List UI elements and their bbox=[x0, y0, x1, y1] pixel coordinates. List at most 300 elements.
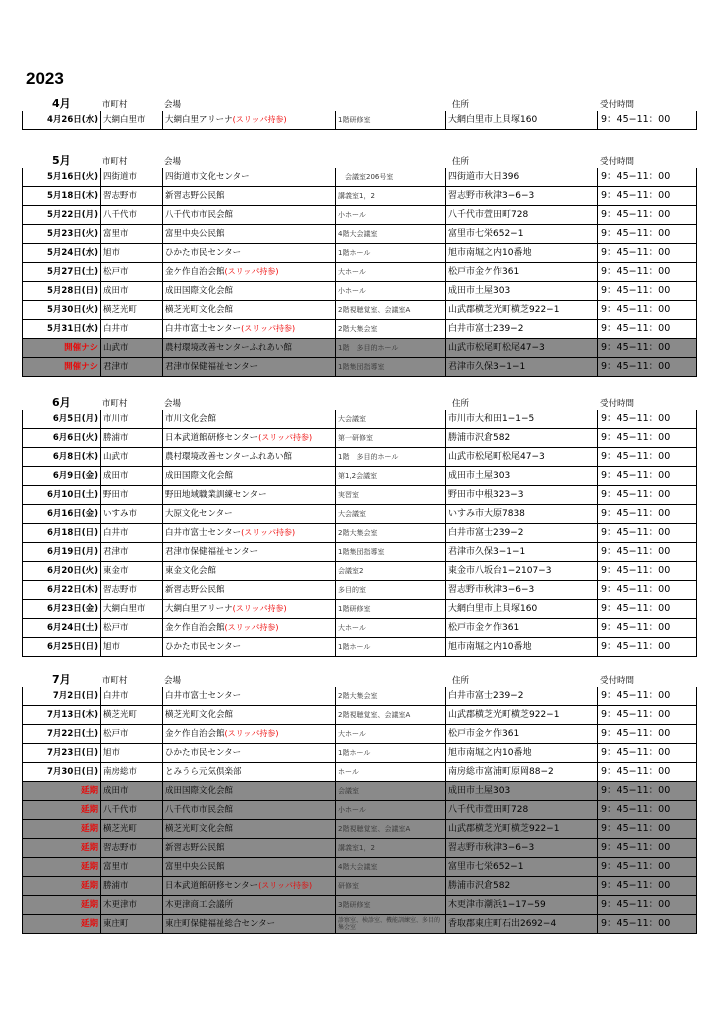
date-cell: 5月30日(火) bbox=[23, 301, 101, 320]
city-cell: 東庄町 bbox=[101, 915, 163, 934]
date-cell: 5月24日(水) bbox=[23, 244, 101, 263]
month-section bbox=[22, 151, 696, 377]
venue-cell bbox=[163, 187, 336, 206]
room-cell bbox=[336, 896, 446, 915]
table-row bbox=[23, 839, 697, 858]
table-row bbox=[23, 915, 697, 934]
venue-name: 大網白里アリーナ bbox=[165, 115, 233, 125]
time-cell: 9：45−11：00 bbox=[598, 505, 697, 524]
venue-cell bbox=[163, 782, 336, 801]
city-cell: 横芝光町 bbox=[101, 706, 163, 725]
time-cell: 9：45−11：00 bbox=[598, 782, 697, 801]
venue-cell bbox=[163, 263, 336, 282]
header-city: 市町村 bbox=[102, 100, 128, 110]
table-row bbox=[23, 725, 697, 744]
city-cell: 松戸市 bbox=[101, 263, 163, 282]
time-cell: 9：45−11：00 bbox=[598, 638, 697, 657]
table-row bbox=[23, 486, 697, 505]
city-cell: 大網白里市 bbox=[101, 600, 163, 619]
date-cell: 6月18日(日) bbox=[23, 524, 101, 543]
date-cell: 7月2日(日) bbox=[23, 687, 101, 706]
room-cell bbox=[336, 111, 446, 130]
table-row bbox=[23, 244, 697, 263]
venue-cell bbox=[163, 206, 336, 225]
address-cell: 山武郡横芝光町横芝922−1 bbox=[446, 706, 598, 725]
room-name: 講義室1，2 bbox=[338, 192, 375, 200]
room-cell bbox=[336, 839, 446, 858]
room-cell bbox=[336, 187, 446, 206]
room-cell bbox=[336, 619, 446, 638]
time-cell: 9：45−11：00 bbox=[598, 282, 697, 301]
room-name: 1階 多目的ホール bbox=[338, 344, 399, 352]
venue-name: ひかた市民センター bbox=[165, 642, 242, 652]
table-row bbox=[23, 801, 697, 820]
date-cell: 4月26日(水) bbox=[23, 111, 101, 130]
time-cell: 9：45−11：00 bbox=[598, 744, 697, 763]
address-cell: 富里市七栄652−1 bbox=[446, 858, 598, 877]
venue-cell bbox=[163, 619, 336, 638]
venue-name: 白井市富士センター bbox=[165, 528, 242, 538]
address-cell: 八千代市萱田町728 bbox=[446, 801, 598, 820]
venue-name: 野田地域職業訓練センター bbox=[165, 490, 267, 500]
month-label: 4月 bbox=[52, 97, 71, 110]
room-cell bbox=[336, 858, 446, 877]
time-cell: 9：45−11：00 bbox=[598, 877, 697, 896]
city-cell: 習志野市 bbox=[101, 839, 163, 858]
room-name: 1階研修室 bbox=[338, 605, 371, 613]
address-cell: 大網白里市上貝塚160 bbox=[446, 111, 598, 130]
address-cell: 木更津市潮浜1−17−59 bbox=[446, 896, 598, 915]
date-cell: 6月8日(木) bbox=[23, 448, 101, 467]
address-cell: 山武郡横芝光町横芝922−1 bbox=[446, 820, 598, 839]
room-cell bbox=[336, 820, 446, 839]
venue-name: 金ケ作自治会館 bbox=[165, 267, 225, 277]
venue-cell bbox=[163, 581, 336, 600]
date-cell: 5月28日(日) bbox=[23, 282, 101, 301]
time-cell: 9：45−11：00 bbox=[598, 486, 697, 505]
address-cell: 市川市大和田1−1−5 bbox=[446, 410, 598, 429]
month-section bbox=[22, 393, 696, 657]
venue-name: 白井市富士センター bbox=[165, 691, 242, 701]
room-name: 3階研修室 bbox=[338, 901, 371, 909]
header-address: 住所 bbox=[452, 676, 470, 686]
city-cell: 山武市 bbox=[101, 448, 163, 467]
venue-name: 八千代市市民会館 bbox=[165, 210, 234, 220]
table-row bbox=[23, 301, 697, 320]
room-name: 大会議室 bbox=[338, 510, 366, 518]
table-row bbox=[23, 168, 697, 187]
venue-name: 東金文化会館 bbox=[165, 566, 217, 576]
time-cell: 9：45−11：00 bbox=[598, 858, 697, 877]
date-cell: 延期 bbox=[23, 839, 101, 858]
address-cell: 白井市富士239−2 bbox=[446, 320, 598, 339]
venue-name: 新習志野公民館 bbox=[165, 843, 225, 853]
time-cell: 9：45−11：00 bbox=[598, 706, 697, 725]
time-cell: 9：45−11：00 bbox=[598, 687, 697, 706]
city-cell: 横芝光町 bbox=[101, 301, 163, 320]
schedule-table bbox=[22, 687, 697, 934]
header-time: 受付時間 bbox=[600, 157, 635, 167]
address-cell: 松戸市金ケ作361 bbox=[446, 263, 598, 282]
room-cell bbox=[336, 877, 446, 896]
room-cell bbox=[336, 562, 446, 581]
city-cell: 白井市 bbox=[101, 320, 163, 339]
time-cell: 9：45−11：00 bbox=[598, 225, 697, 244]
city-cell: 大網白里市 bbox=[101, 111, 163, 130]
city-cell: 南房総市 bbox=[101, 763, 163, 782]
venue-name: 富里中央公民館 bbox=[165, 229, 225, 239]
room-name: 第1,2会議室 bbox=[338, 472, 378, 480]
room-cell bbox=[336, 358, 446, 377]
schedule-table bbox=[22, 410, 697, 657]
date-cell: 6月24日(土) bbox=[23, 619, 101, 638]
address-cell: 習志野市秋津3−6−3 bbox=[446, 839, 598, 858]
venue-name: 日本武道館研修センター bbox=[165, 881, 259, 891]
date-cell: 延期 bbox=[23, 782, 101, 801]
venue-name: 白井市富士センター bbox=[165, 324, 242, 334]
venue-cell bbox=[163, 706, 336, 725]
room-cell bbox=[336, 410, 446, 429]
date-cell: 7月22日(土) bbox=[23, 725, 101, 744]
address-cell: 松戸市金ケ作361 bbox=[446, 725, 598, 744]
date-cell: 6月25日(日) bbox=[23, 638, 101, 657]
header-venue: 会場 bbox=[164, 100, 182, 110]
room-name: 実習室 bbox=[338, 491, 359, 499]
header-time: 受付時間 bbox=[600, 676, 635, 686]
room-cell bbox=[336, 600, 446, 619]
venue-cell bbox=[163, 763, 336, 782]
room-cell bbox=[336, 543, 446, 562]
section-header bbox=[22, 151, 696, 168]
venue-cell bbox=[163, 858, 336, 877]
venue-name: 新習志野公民館 bbox=[165, 585, 225, 595]
table-row bbox=[23, 429, 697, 448]
address-cell: 白井市富士239−2 bbox=[446, 524, 598, 543]
date-cell: 5月16日(火) bbox=[23, 168, 101, 187]
address-cell: 松戸市金ケ作361 bbox=[446, 619, 598, 638]
room-name: 小ホール bbox=[338, 211, 366, 219]
city-cell: 旭市 bbox=[101, 638, 163, 657]
city-cell: 東金市 bbox=[101, 562, 163, 581]
venue-name: 横芝光町文化会館 bbox=[165, 305, 234, 315]
room-cell bbox=[336, 687, 446, 706]
city-cell: 松戸市 bbox=[101, 725, 163, 744]
address-cell: 習志野市秋津3−6−3 bbox=[446, 581, 598, 600]
table-row bbox=[23, 111, 697, 130]
venue-name: ひかた市民センター bbox=[165, 748, 242, 758]
room-name: 小ホール bbox=[338, 287, 366, 295]
time-cell: 9：45−11：00 bbox=[598, 339, 697, 358]
venue-cell bbox=[163, 410, 336, 429]
city-cell: 山武市 bbox=[101, 339, 163, 358]
table-row bbox=[23, 820, 697, 839]
room-cell bbox=[336, 244, 446, 263]
time-cell: 9：45−11：00 bbox=[598, 524, 697, 543]
room-name: 講義室1，2 bbox=[338, 844, 375, 852]
venue-cell bbox=[163, 282, 336, 301]
room-name: 2階大集会室 bbox=[338, 529, 378, 537]
address-cell: いすみ市大原7838 bbox=[446, 505, 598, 524]
time-cell: 9：45−11：00 bbox=[598, 820, 697, 839]
table-row bbox=[23, 320, 697, 339]
date-cell: 5月22日(月) bbox=[23, 206, 101, 225]
venue-cell bbox=[163, 339, 336, 358]
room-cell bbox=[336, 524, 446, 543]
date-cell: 開催ナシ bbox=[23, 358, 101, 377]
room-name: 大会議室 bbox=[338, 415, 366, 423]
date-cell: 延期 bbox=[23, 820, 101, 839]
venue-cell bbox=[163, 301, 336, 320]
venue-name: 大原文化センター bbox=[165, 509, 233, 519]
time-cell: 9：45−11：00 bbox=[598, 600, 697, 619]
city-cell: 勝浦市 bbox=[101, 429, 163, 448]
city-cell: 勝浦市 bbox=[101, 877, 163, 896]
city-cell: 市川市 bbox=[101, 410, 163, 429]
slipper-note: (スリッパ持参) bbox=[241, 528, 296, 537]
venue-cell bbox=[163, 168, 336, 187]
time-cell: 9：45−11：00 bbox=[598, 263, 697, 282]
header-address: 住所 bbox=[452, 399, 470, 409]
room-cell bbox=[336, 339, 446, 358]
room-name: 2階大集会室 bbox=[338, 692, 378, 700]
header-time: 受付時間 bbox=[600, 399, 635, 409]
month-section bbox=[22, 670, 696, 934]
address-cell: 旭市南堀之内10番地 bbox=[446, 744, 598, 763]
venue-name: 金ケ作自治会館 bbox=[165, 729, 225, 739]
date-cell: 延期 bbox=[23, 858, 101, 877]
venue-cell bbox=[163, 111, 336, 130]
header-venue: 会場 bbox=[164, 676, 182, 686]
room-cell bbox=[336, 782, 446, 801]
time-cell: 9：45−11：00 bbox=[598, 187, 697, 206]
address-cell: 習志野市秋津3−6−3 bbox=[446, 187, 598, 206]
room-name: 小ホール bbox=[338, 806, 366, 814]
room-cell bbox=[336, 448, 446, 467]
room-name: 第一研修室 bbox=[338, 434, 373, 442]
room-name: 診察室、検診室、機能訓練室、多目的集会室 bbox=[338, 917, 441, 931]
venue-cell bbox=[163, 320, 336, 339]
venue-cell bbox=[163, 358, 336, 377]
venue-cell bbox=[163, 524, 336, 543]
room-cell bbox=[336, 206, 446, 225]
address-cell: 成田市土屋303 bbox=[446, 467, 598, 486]
month-section bbox=[22, 94, 696, 130]
time-cell: 9：45−11：00 bbox=[598, 896, 697, 915]
address-cell: 南房総市富浦町原岡88−2 bbox=[446, 763, 598, 782]
city-cell: 富里市 bbox=[101, 225, 163, 244]
date-cell: 6月23日(金) bbox=[23, 600, 101, 619]
time-cell: 9：45−11：00 bbox=[598, 244, 697, 263]
room-cell bbox=[336, 320, 446, 339]
table-row bbox=[23, 638, 697, 657]
table-row bbox=[23, 896, 697, 915]
city-cell: 君津市 bbox=[101, 543, 163, 562]
venue-name: 君津市保健福祉センター bbox=[165, 547, 259, 557]
date-cell: 延期 bbox=[23, 896, 101, 915]
venue-cell bbox=[163, 896, 336, 915]
venue-cell bbox=[163, 448, 336, 467]
room-name: 1階 多目的ホール bbox=[338, 453, 399, 461]
venue-name: 横芝光町文化会館 bbox=[165, 710, 234, 720]
city-cell: 白井市 bbox=[101, 524, 163, 543]
header-address: 住所 bbox=[452, 157, 470, 167]
city-cell: 君津市 bbox=[101, 358, 163, 377]
time-cell: 9：45−11：00 bbox=[598, 206, 697, 225]
date-cell: 開催ナシ bbox=[23, 339, 101, 358]
table-row bbox=[23, 282, 697, 301]
city-cell: 富里市 bbox=[101, 858, 163, 877]
room-name: 会議室 bbox=[338, 787, 359, 795]
date-cell: 5月31日(水) bbox=[23, 320, 101, 339]
venue-name: 成田国際文化会館 bbox=[165, 286, 234, 296]
time-cell: 9：45−11：00 bbox=[598, 839, 697, 858]
time-cell: 9：45−11：00 bbox=[598, 448, 697, 467]
date-cell: 6月22日(木) bbox=[23, 581, 101, 600]
section-header bbox=[22, 94, 696, 111]
time-cell: 9：45−11：00 bbox=[598, 467, 697, 486]
room-cell bbox=[336, 801, 446, 820]
address-cell: 白井市富士239−2 bbox=[446, 687, 598, 706]
time-cell: 9：45−11：00 bbox=[598, 111, 697, 130]
time-cell: 9：45−11：00 bbox=[598, 915, 697, 934]
room-name: 多目的室 bbox=[338, 586, 366, 594]
venue-name: ひかた市民センター bbox=[165, 248, 242, 258]
city-cell: 四街道市 bbox=[101, 168, 163, 187]
address-cell: 勝浦市沢倉582 bbox=[446, 877, 598, 896]
table-row bbox=[23, 782, 697, 801]
time-cell: 9：45−11：00 bbox=[598, 301, 697, 320]
venue-cell bbox=[163, 225, 336, 244]
date-cell: 延期 bbox=[23, 877, 101, 896]
room-cell bbox=[336, 301, 446, 320]
address-cell: 旭市南堀之内10番地 bbox=[446, 244, 598, 263]
venue-cell bbox=[163, 820, 336, 839]
room-cell bbox=[336, 725, 446, 744]
table-row bbox=[23, 524, 697, 543]
slipper-note: (スリッパ持参) bbox=[224, 267, 279, 276]
room-name: 大ホール bbox=[338, 624, 366, 632]
room-cell bbox=[336, 168, 446, 187]
venue-name: 新習志野公民館 bbox=[165, 191, 225, 201]
time-cell: 9：45−11：00 bbox=[598, 543, 697, 562]
address-cell: 香取郡東庄町石出2692−4 bbox=[446, 915, 598, 934]
table-row bbox=[23, 581, 697, 600]
city-cell: 白井市 bbox=[101, 687, 163, 706]
city-cell: 八千代市 bbox=[101, 206, 163, 225]
slipper-note: (スリッパ持参) bbox=[241, 324, 296, 333]
venue-cell bbox=[163, 801, 336, 820]
table-row bbox=[23, 687, 697, 706]
table-row bbox=[23, 505, 697, 524]
date-cell: 6月16日(金) bbox=[23, 505, 101, 524]
date-cell: 6月5日(月) bbox=[23, 410, 101, 429]
time-cell: 9：45−11：00 bbox=[598, 725, 697, 744]
city-cell: いすみ市 bbox=[101, 505, 163, 524]
time-cell: 9：45−11：00 bbox=[598, 320, 697, 339]
room-name: 4階大会議室 bbox=[338, 863, 378, 871]
address-cell: 野田市中根323−3 bbox=[446, 486, 598, 505]
room-cell bbox=[336, 581, 446, 600]
address-cell: 四街道市大日396 bbox=[446, 168, 598, 187]
venue-name: 金ケ作自治会館 bbox=[165, 623, 225, 633]
date-cell: 6月10日(土) bbox=[23, 486, 101, 505]
venue-name: 大網白里アリーナ bbox=[165, 604, 233, 614]
date-cell: 延期 bbox=[23, 801, 101, 820]
table-row bbox=[23, 263, 697, 282]
schedule-table bbox=[22, 111, 697, 130]
venue-name: 日本武道館研修センター bbox=[165, 433, 259, 443]
room-name: 大ホール bbox=[338, 730, 366, 738]
room-name: 大ホール bbox=[338, 268, 366, 276]
venue-name: 市川文化会館 bbox=[165, 414, 217, 424]
city-cell: 旭市 bbox=[101, 744, 163, 763]
venue-cell bbox=[163, 877, 336, 896]
month-label: 7月 bbox=[52, 673, 71, 686]
date-cell: 7月13日(木) bbox=[23, 706, 101, 725]
room-cell bbox=[336, 915, 446, 934]
venue-cell bbox=[163, 486, 336, 505]
date-cell: 6月20日(火) bbox=[23, 562, 101, 581]
room-cell bbox=[336, 638, 446, 657]
table-row bbox=[23, 706, 697, 725]
slipper-note: (スリッパ持参) bbox=[232, 604, 287, 613]
date-cell: 6月9日(金) bbox=[23, 467, 101, 486]
venue-cell bbox=[163, 915, 336, 934]
address-cell: 君津市久保3−1−1 bbox=[446, 543, 598, 562]
room-name: 4階大会議室 bbox=[338, 230, 378, 238]
time-cell: 9：45−11：00 bbox=[598, 801, 697, 820]
venue-name: 東庄町保健福祉総合センター bbox=[165, 919, 276, 929]
table-row bbox=[23, 562, 697, 581]
table-row bbox=[23, 358, 697, 377]
venue-cell bbox=[163, 429, 336, 448]
table-row bbox=[23, 448, 697, 467]
venue-name: 八千代市市民会館 bbox=[165, 805, 234, 815]
venue-cell bbox=[163, 638, 336, 657]
date-cell: 延期 bbox=[23, 915, 101, 934]
room-name: 研修室 bbox=[338, 882, 359, 890]
address-cell: 成田市土屋303 bbox=[446, 282, 598, 301]
address-cell: 勝浦市沢倉582 bbox=[446, 429, 598, 448]
room-cell bbox=[336, 225, 446, 244]
venue-name: 木更津商工会議所 bbox=[165, 900, 234, 910]
header-city: 市町村 bbox=[102, 676, 128, 686]
table-row bbox=[23, 877, 697, 896]
address-cell: 山武郡横芝光町横芝922−1 bbox=[446, 301, 598, 320]
city-cell: 野田市 bbox=[101, 486, 163, 505]
time-cell: 9：45−11：00 bbox=[598, 562, 697, 581]
city-cell: 松戸市 bbox=[101, 619, 163, 638]
table-row bbox=[23, 619, 697, 638]
date-cell: 5月23日(火) bbox=[23, 225, 101, 244]
venue-cell bbox=[163, 600, 336, 619]
room-name: 会議室206号室 bbox=[338, 173, 394, 181]
date-cell: 5月27日(土) bbox=[23, 263, 101, 282]
table-row bbox=[23, 187, 697, 206]
room-cell bbox=[336, 763, 446, 782]
venue-cell bbox=[163, 505, 336, 524]
table-row bbox=[23, 467, 697, 486]
venue-name: 横芝光町文化会館 bbox=[165, 824, 234, 834]
venue-name: 四街道市文化センター bbox=[165, 172, 250, 182]
address-cell: 成田市土屋303 bbox=[446, 782, 598, 801]
room-name: 2階大集会室 bbox=[338, 325, 378, 333]
city-cell: 旭市 bbox=[101, 244, 163, 263]
room-cell bbox=[336, 467, 446, 486]
header-venue: 会場 bbox=[164, 399, 182, 409]
city-cell: 習志野市 bbox=[101, 581, 163, 600]
venue-cell bbox=[163, 244, 336, 263]
